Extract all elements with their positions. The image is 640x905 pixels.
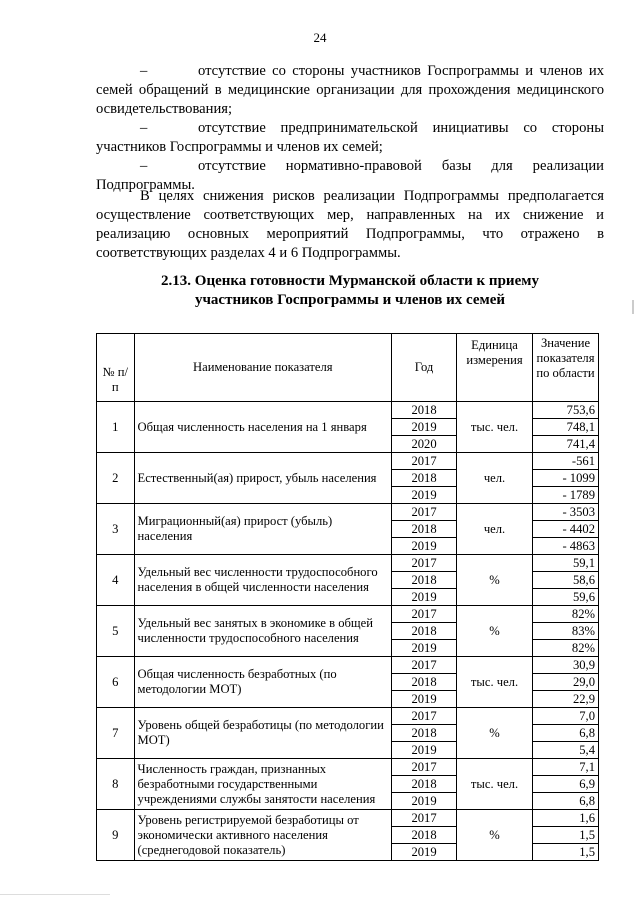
year-cell: 2018 [392, 776, 457, 793]
header-num: № п/п [97, 334, 135, 402]
value-cell: 59,6 [533, 589, 599, 606]
table-row [97, 555, 599, 572]
value-cell: 1,6 [533, 810, 599, 827]
value-cell: 741,4 [533, 436, 599, 453]
unit-cell: чел. [456, 504, 532, 555]
header-value: Значение показателя по области [533, 334, 599, 402]
year-cell: 2019 [392, 640, 457, 657]
section-heading [96, 272, 604, 310]
row-number: 8 [97, 759, 135, 810]
year-cell: 2020 [392, 436, 457, 453]
year-cell: 2017 [392, 555, 457, 572]
indicator-name: Численность граждан, признанных безработными государственными учреждениями службы занятости населения [134, 759, 392, 810]
value-cell: 6,8 [533, 725, 599, 742]
row-number: 1 [97, 402, 135, 453]
year-cell: 2019 [392, 793, 457, 810]
value-cell: 748,1 [533, 419, 599, 436]
section-title-line-1: 2.13. Оценка готовности Мурманской области к приему [161, 273, 539, 289]
year-cell: 2018 [392, 725, 457, 742]
year-cell: 2017 [392, 810, 457, 827]
value-cell: 6,9 [533, 776, 599, 793]
year-cell: 2018 [392, 402, 457, 419]
value-cell: 82% [533, 640, 599, 657]
header-year: Год [392, 334, 457, 402]
unit-cell: % [456, 555, 532, 606]
paragraph-3-text: отсутствие нормативно-правовой базы для реализации Подпрограммы. [96, 158, 604, 193]
year-cell: 2017 [392, 606, 457, 623]
paragraph-1 [96, 62, 604, 119]
year-cell: 2018 [392, 674, 457, 691]
value-cell: 59,1 [533, 555, 599, 572]
year-cell: 2017 [392, 504, 457, 521]
value-cell: 7,1 [533, 759, 599, 776]
row-number: 2 [97, 453, 135, 504]
unit-cell: % [456, 708, 532, 759]
value-cell: 22,9 [533, 691, 599, 708]
indicator-name: Удельный вес численности трудоспособного населения в общей численности населения [134, 555, 392, 606]
value-cell: 7,0 [533, 708, 599, 725]
table-row [97, 708, 599, 725]
table-body [97, 402, 599, 861]
row-number: 5 [97, 606, 135, 657]
table-row [97, 759, 599, 776]
year-cell: 2018 [392, 470, 457, 487]
year-cell: 2017 [392, 657, 457, 674]
indicator-name: Общая численность населения на 1 января [134, 402, 392, 453]
year-cell: 2019 [392, 742, 457, 759]
list-dash: – [140, 120, 148, 136]
row-number: 4 [97, 555, 135, 606]
value-cell: 6,8 [533, 793, 599, 810]
unit-cell: тыс. чел. [456, 759, 532, 810]
value-cell: 58,6 [533, 572, 599, 589]
row-number: 3 [97, 504, 135, 555]
indicator-name: Удельный вес занятых в экономике в общей численности трудоспособного населения [134, 606, 392, 657]
value-cell: 1,5 [533, 844, 599, 861]
table-row [97, 504, 599, 521]
value-cell: - 4863 [533, 538, 599, 555]
year-cell: 2017 [392, 453, 457, 470]
header-unit: Единица измерения [456, 334, 532, 402]
section-title-line-2: участников Госпрограммы и членов их семей [194, 292, 506, 308]
value-cell: 5,4 [533, 742, 599, 759]
value-cell: - 3503 [533, 504, 599, 521]
unit-cell: тыс. чел. [456, 657, 532, 708]
paragraph-4: В целях снижения рисков реализации Подпрограммы предполагается осуществление соответствующих мер, направленных на их снижение и реализацию основных мероприятий Подпрограммы, что отражено в соответствующих разделах 4 и 6 Подпрограммы. [96, 188, 604, 261]
year-cell: 2019 [392, 844, 457, 861]
year-cell: 2017 [392, 759, 457, 776]
value-cell: 1,5 [533, 827, 599, 844]
unit-cell: % [456, 606, 532, 657]
row-number: 6 [97, 657, 135, 708]
margin-mark [632, 300, 634, 314]
list-dash: – [140, 158, 148, 174]
unit-cell: чел. [456, 453, 532, 504]
unit-cell: % [456, 810, 532, 861]
year-cell: 2018 [392, 521, 457, 538]
indicator-name: Уровень общей безработицы (по методологии МОТ) [134, 708, 392, 759]
year-cell: 2019 [392, 538, 457, 555]
indicator-name: Естественный(ая) прирост, убыль населения [134, 453, 392, 504]
indicators-table [96, 333, 599, 861]
value-cell: - 1099 [533, 470, 599, 487]
indicator-name: Общая численность безработных (по методологии МОТ) [134, 657, 392, 708]
paragraph-2 [96, 119, 604, 157]
indicator-name: Миграционный(ая) прирост (убыль) населения [134, 504, 392, 555]
year-cell: 2018 [392, 623, 457, 640]
table-row [97, 453, 599, 470]
value-cell: 83% [533, 623, 599, 640]
header-name: Наименование показателя [134, 334, 392, 402]
table-row [97, 402, 599, 419]
value-cell: - 4402 [533, 521, 599, 538]
year-cell: 2018 [392, 572, 457, 589]
unit-cell: тыс. чел. [456, 402, 532, 453]
row-number: 9 [97, 810, 135, 861]
value-cell: - 1789 [533, 487, 599, 504]
list-dash: – [140, 63, 148, 79]
table-row [97, 657, 599, 674]
value-cell: 82% [533, 606, 599, 623]
indicator-name: Уровень регистрируемой безработицы от экономически активного населения (среднегодовой показатель) [134, 810, 392, 861]
year-cell: 2019 [392, 419, 457, 436]
value-cell: -561 [533, 453, 599, 470]
table-row [97, 606, 599, 623]
year-cell: 2018 [392, 827, 457, 844]
year-cell: 2019 [392, 487, 457, 504]
year-cell: 2017 [392, 708, 457, 725]
year-cell: 2019 [392, 589, 457, 606]
footer-line [0, 894, 110, 895]
table-row [97, 810, 599, 827]
year-cell: 2019 [392, 691, 457, 708]
paragraph-2-text: отсутствие предпринимательской инициативы со стороны участников Госпрограммы и членов их семей; [96, 120, 604, 155]
paragraph-1-text: отсутствие со стороны участников Госпрограммы и членов их семей обращений в медицинские организации для прохождения медицинского освидетельствования; [96, 63, 604, 117]
page-number: 24 [313, 30, 327, 45]
value-cell: 753,6 [533, 402, 599, 419]
row-number: 7 [97, 708, 135, 759]
value-cell: 30,9 [533, 657, 599, 674]
value-cell: 29,0 [533, 674, 599, 691]
